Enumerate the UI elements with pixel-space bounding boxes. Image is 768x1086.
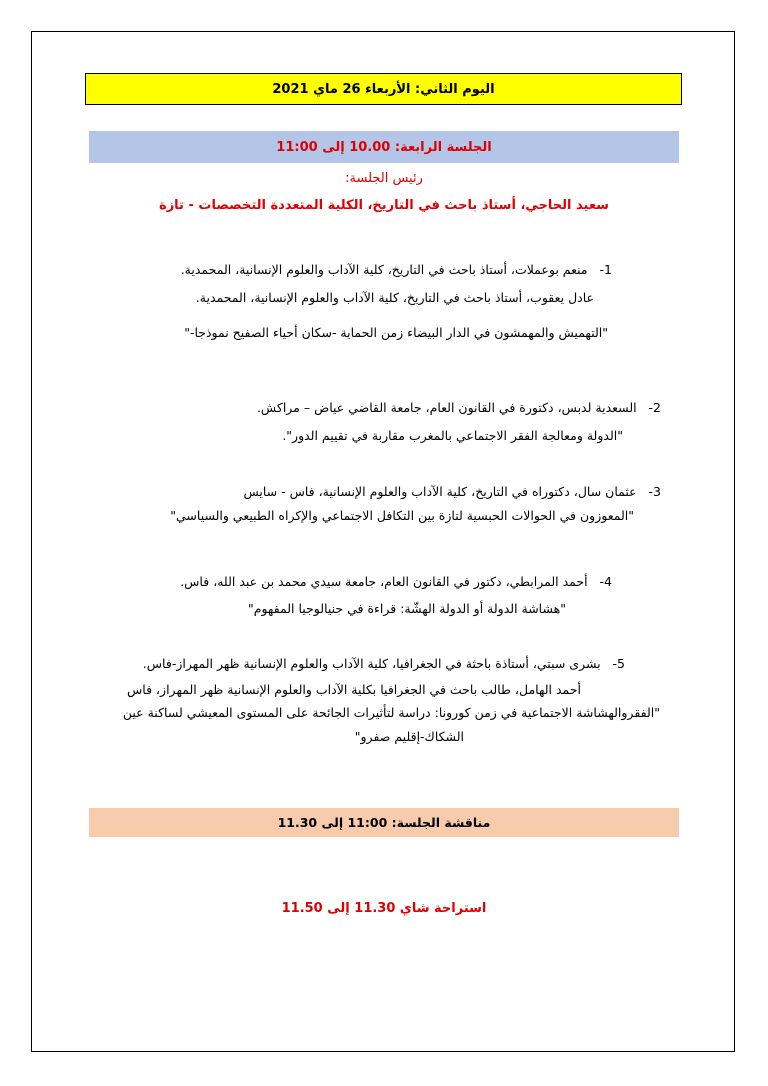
talk-1-title: "التهميش والمهمشون في الدار البيضاء زمن الحماية -سكان أحياء الصفيح نموذجا-" (184, 325, 608, 340)
day-title: اليوم الثاني: الأربعاء 26 ماي 2021 (85, 73, 682, 105)
session-title: الجلسة الرابعة: 10.00 إلى 11:00 (89, 131, 679, 163)
talk-2-title: "الدولة ومعالجة الفقر الاجتماعي بالمغرب مقاربة في تقييم الدور". (282, 428, 623, 443)
talk-3-line-1: 3- عثمان سال، دكتوراه في التاريخ، كلية الآداب والعلوم الإنسانية، فاس - سايس (243, 484, 661, 499)
talk-3-title: "المعوزون في الحوالات الحبسية لتازة بين التكافل الاجتماعي والإكراه الطبيعي والسياسي" (170, 508, 634, 523)
talk-4-title: "هشاشة الدولة أو الدولة الهشّة: قراءة في جنيالوجيا المفهوم" (247, 601, 566, 616)
talk-5-line-1: 5- بشرى سبتي، أستاذة باحثة في الجغرافيا، كلية الآداب والعلوم الإنسانية ظهر المهراز-فاس. (142, 656, 625, 671)
talk-1-line-2: عادل يعقوب، أستاذ باحث في التاريخ، كلية الآداب والعلوم الإنسانية، المحمدية. (195, 290, 594, 305)
talk-2-line-1: 2- السعدية لدبس، دكتورة في القانون العام، جامعة القاضي عياض – مراكش. (256, 400, 661, 415)
discussion-time: مناقشة الجلسة: 11:00 إلى 11.30 (89, 808, 679, 837)
tea-break: استراحة شاي 11.30 إلى 11.50 (281, 901, 487, 916)
talk-5-title-2: الشكاك-إقليم صفرو" (354, 729, 464, 744)
talk-5-title-1: "الفقروالهشاشة الاجتماعية في زمن كورونا: دراسة لتأثيرات الجائحة على المستوى المعيشي لساكنة عين (122, 705, 660, 720)
talk-4-line-1: 4- أحمد المرابطي، دكتور في القانون العام، جامعة سيدي محمد بن عبد الله، فاس. (180, 574, 612, 589)
chair-name: سعيد الحاجي، أستاذ باحث في التاريخ، الكلية المتعددة التخصصات - تازة (159, 198, 609, 213)
talk-5-line-2: أحمد الهامل، طالب باحث في الجغرافيا بكلية الآداب والعلوم الإنسانية ظهر المهراز، فاس (127, 682, 581, 697)
talk-1-line-1: 1- منعم بوعملات، أستاذ باحث في التاريخ، كلية الآداب والعلوم الإنسانية، المحمدية. (180, 262, 612, 277)
chair-label: رئيس الجلسة: (345, 171, 423, 186)
